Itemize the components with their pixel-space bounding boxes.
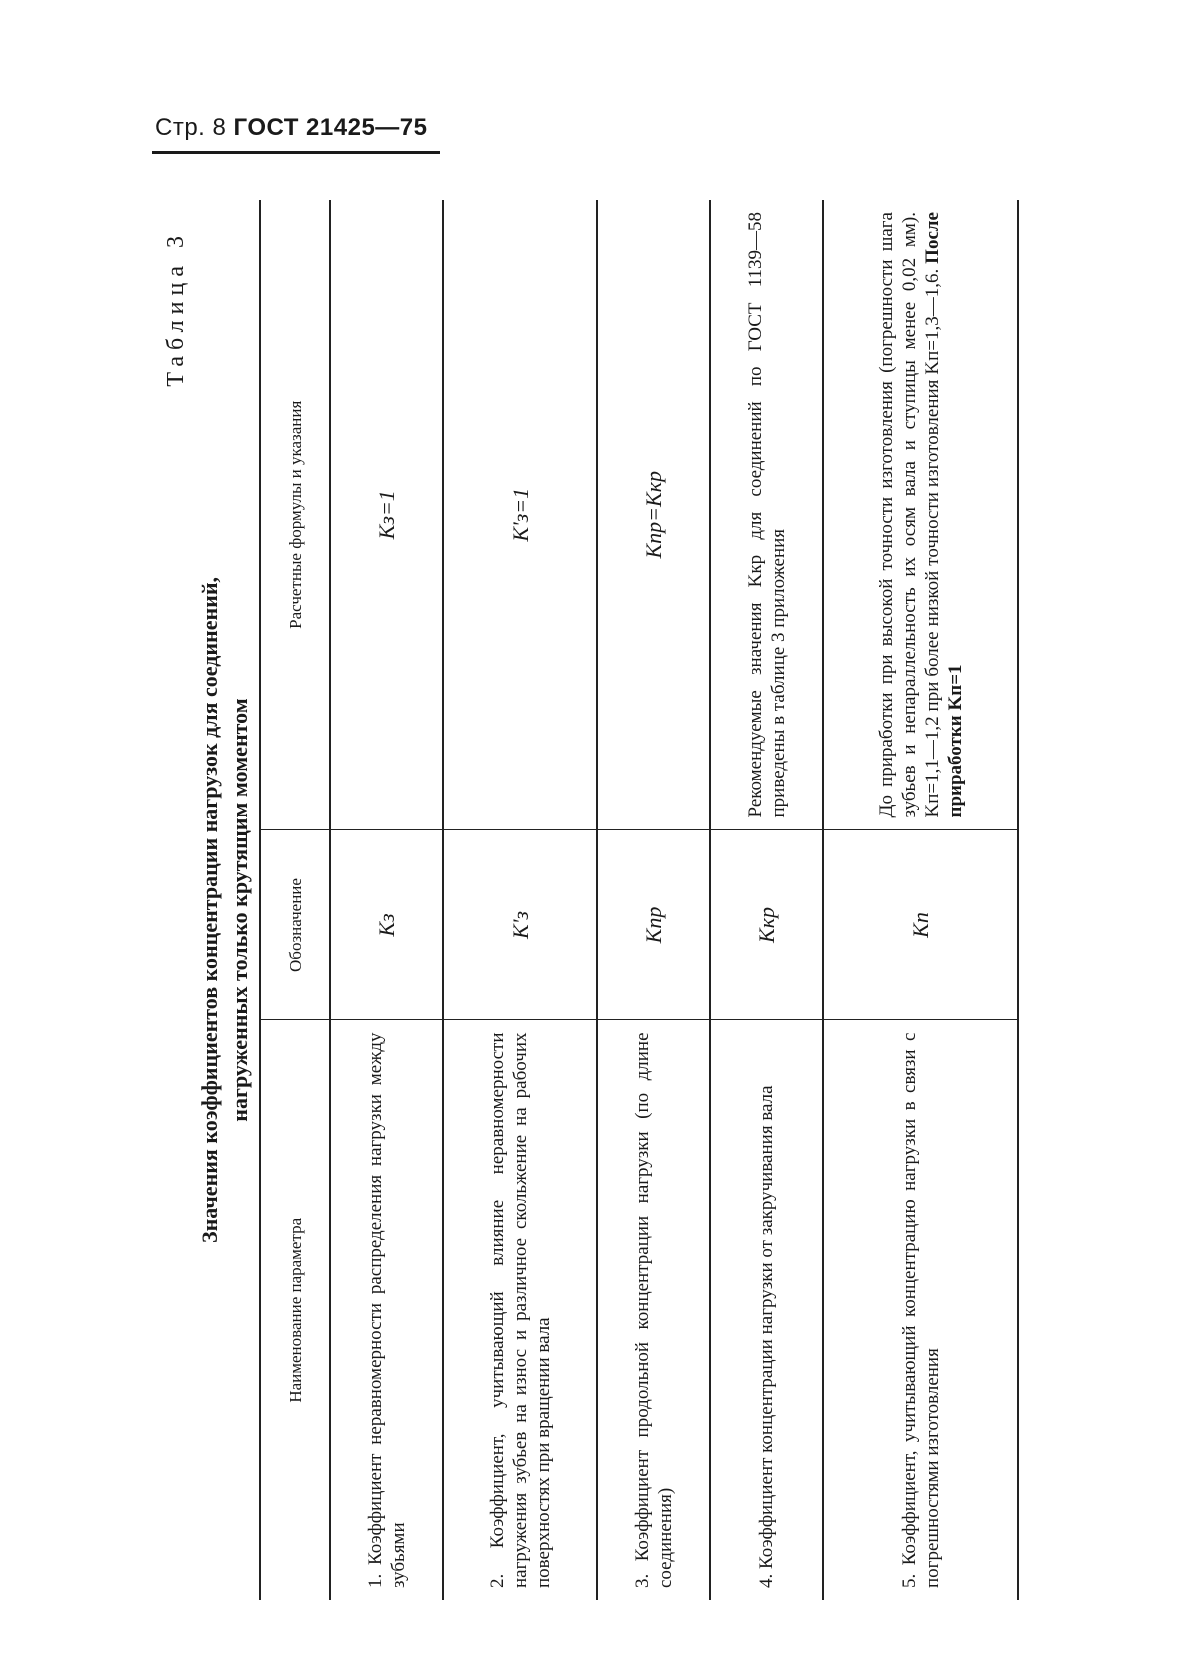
row-1-name: 1. Коэффициент неравномерности распределения нагрузки между зубьями — [330, 1020, 443, 1600]
table-label: Таблица 3 — [163, 230, 189, 387]
table-row — [443, 200, 597, 1600]
caption-line-2: нагруженных только крутящим моментом — [227, 698, 252, 1122]
table-row — [597, 200, 710, 1600]
rotated-table-block — [163, 190, 1035, 1610]
row-4-name: 4. Коэффициент концентрации нагрузки от закручивания вала — [710, 1020, 823, 1600]
table-caption — [195, 210, 255, 1610]
header-rule — [152, 151, 440, 154]
table-row — [710, 200, 823, 1600]
column-header-symbol: Обозначение — [260, 830, 330, 1020]
coefficients-table — [259, 200, 1019, 1600]
table-header-row — [260, 200, 330, 1600]
row-5-formula-bold: После приработки Kп=1 — [921, 212, 966, 818]
row-2-name: 2. Коэффициент, учитывающий влияние неравномерности нагружения зубьев на износ и различное скольжение на рабочих поверхностях при вращении вала — [443, 1020, 597, 1600]
row-5-name: 5. Коэффициент, учитывающий концентрацию нагрузки в связи с погрешностями изготовления — [823, 1020, 1018, 1600]
caption-line-1: Значения коэффициентов концентрации нагрузок для соединений, — [197, 576, 222, 1244]
column-header-formula: Расчетные формулы и указания — [260, 200, 330, 830]
page-number: Стр. 8 — [155, 114, 227, 141]
row-5-formula — [823, 200, 1018, 830]
row-5-formula-main: До приработки при высокой точности изготовления (погрешности шага зубьев и непараллельность их осям вала и ступицы менее 0,02 мм). Kп=1,1—1,2 при более низкой точности изготовления Kп=1,3—1,6. — [875, 212, 943, 818]
row-1-symbol: Kз — [330, 830, 443, 1020]
row-4-symbol: Kкр — [710, 830, 823, 1020]
row-3-formula: Kпр=Kкр — [597, 200, 710, 830]
column-header-name: Наименование параметра — [260, 1020, 330, 1600]
table-row — [823, 200, 1018, 1600]
row-2-formula: K'з=1 — [443, 200, 597, 830]
row-1-formula: Kз=1 — [330, 200, 443, 830]
row-4-formula: Рекомендуемые значения Kкр для соединений по ГОСТ 1139—58 приведены в таблице 3 приложения — [710, 200, 823, 830]
page-header — [155, 114, 440, 142]
table-row — [330, 200, 443, 1600]
row-5-symbol: Kп — [823, 830, 1018, 1020]
row-3-symbol: Kпр — [597, 830, 710, 1020]
row-3-name: 3. Коэффициент продольной концентрации нагрузки (по длине соединения) — [597, 1020, 710, 1600]
standard-number: ГОСТ 21425—75 — [233, 114, 428, 141]
row-2-symbol: K'з — [443, 830, 597, 1020]
